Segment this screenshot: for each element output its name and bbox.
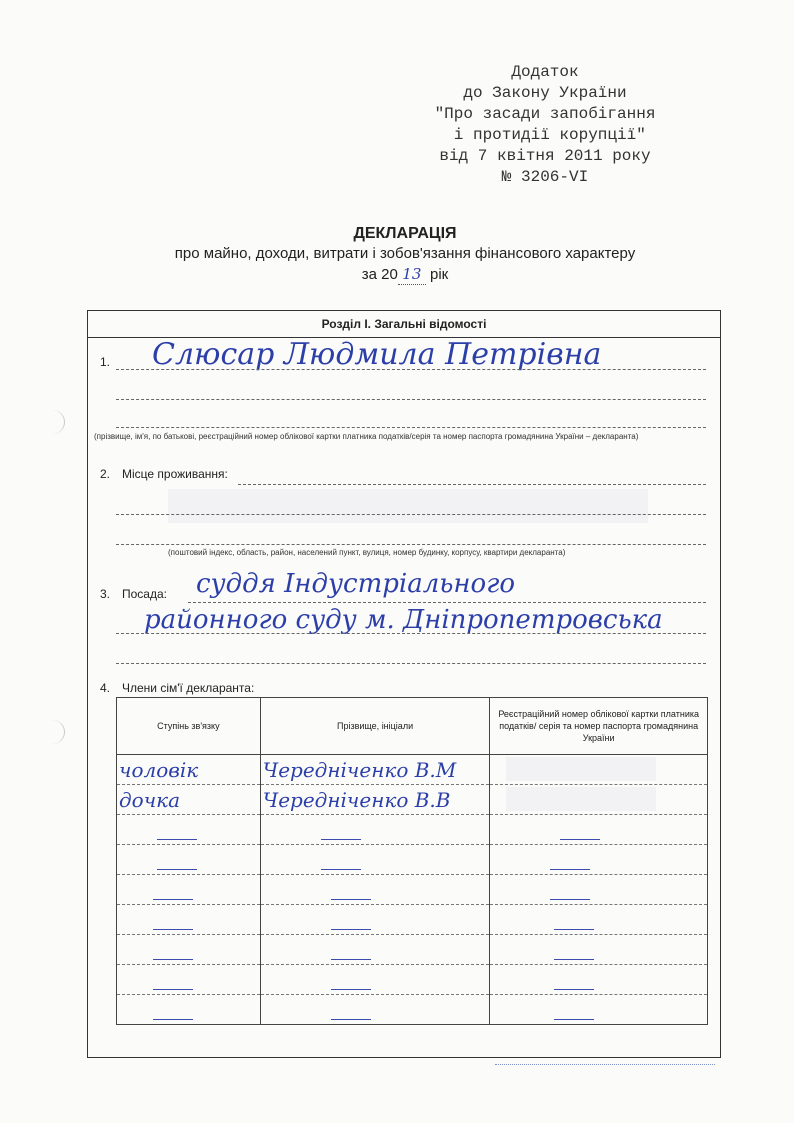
table-row [117, 755, 708, 785]
fill-line [116, 399, 706, 400]
empty-mark [153, 959, 193, 960]
empty-mark [157, 869, 197, 870]
table-row [117, 815, 708, 845]
member-name-handwritten: Чередніченко В.М [262, 758, 457, 782]
empty-mark [554, 1019, 594, 1020]
position-handwritten-line1: суддя Індустріального [196, 569, 515, 599]
table-row [117, 785, 708, 815]
column-header: Ступінь зв'язку [117, 698, 261, 755]
residence-label: Місце проживання: [122, 467, 228, 481]
table-header-row [117, 698, 708, 755]
empty-mark [321, 839, 361, 840]
table-row [117, 845, 708, 875]
item-number: 1. [100, 355, 111, 369]
empty-mark [331, 929, 371, 930]
redacted-area [506, 757, 656, 781]
punch-hole-mark [40, 720, 65, 744]
item2-caption: (поштовий індекс, область, район, населений пункт, вулиця, номер будинку, корпусу, квартири декларанта) [168, 548, 566, 557]
header-line: від 7 квітня 2011 року [439, 147, 651, 165]
item-number: 3. [100, 587, 111, 601]
faint-stamp [495, 1050, 715, 1065]
table-row [117, 965, 708, 995]
table-row [117, 875, 708, 905]
column-header: Реєстраційний номер облікової картки платника податків/ серія та номер паспорта громадянина України [490, 698, 708, 755]
relation-handwritten: чоловік [119, 758, 199, 782]
empty-mark [157, 839, 197, 840]
empty-mark [321, 869, 361, 870]
section-frame [87, 310, 721, 1058]
header-line: і протидії корупції" [444, 126, 646, 144]
empty-mark [331, 989, 371, 990]
declaration-subtitle: про майно, доходи, витрати і зобов'язання фінансового характеру [174, 245, 636, 262]
family-label: Члени сім'ї декларанта: [122, 681, 255, 695]
item-number: 2. [100, 467, 111, 481]
empty-mark [153, 989, 193, 990]
header-line: № 3206-VI [501, 168, 589, 186]
empty-mark [153, 1019, 193, 1020]
year-suffix: рік [430, 266, 449, 283]
empty-mark [153, 929, 193, 930]
law-appendix-header [380, 62, 710, 188]
empty-mark [550, 869, 590, 870]
fill-line [238, 484, 706, 485]
position-label: Посада: [122, 587, 167, 601]
empty-mark [331, 959, 371, 960]
year-prefix: за 20 [361, 266, 398, 283]
family-members-table [116, 697, 708, 1025]
empty-mark [331, 899, 371, 900]
declaration-title-block [100, 224, 710, 285]
fill-line [188, 602, 706, 603]
header-line: до Закону України [463, 84, 627, 102]
redacted-area [168, 489, 648, 523]
header-line: Додаток [511, 63, 579, 81]
empty-mark [560, 839, 600, 840]
declarant-name-handwritten: Слюсар Людмила Петрівна [152, 337, 602, 372]
year-handwritten: 13 [398, 264, 426, 285]
fill-line [116, 514, 706, 515]
table-row [117, 905, 708, 935]
member-name-handwritten: Чередніченко В.В [262, 788, 451, 812]
punch-hole-mark [40, 410, 65, 434]
empty-mark [554, 959, 594, 960]
fill-line [116, 544, 706, 545]
fill-line [116, 369, 706, 370]
declaration-title: ДЕКЛАРАЦІЯ [353, 225, 457, 242]
empty-mark [550, 899, 590, 900]
column-header: Прізвище, ініціали [260, 698, 490, 755]
header-line: "Про засади запобігання [434, 105, 656, 123]
empty-mark [331, 1019, 371, 1020]
table-row [117, 935, 708, 965]
item-number: 4. [100, 681, 111, 695]
relation-handwritten: дочка [119, 788, 181, 812]
fill-line [116, 633, 706, 634]
redacted-area [506, 787, 656, 811]
declaration-year [100, 264, 710, 285]
empty-mark [554, 989, 594, 990]
fill-line [116, 663, 706, 664]
fill-line [116, 427, 706, 428]
item1-caption: (прізвище, ім'я, по батькові, реєстраційний номер облікової картки платника податків/серія та номер паспорта громадянина України – декларанта) [94, 432, 639, 441]
empty-mark [153, 899, 193, 900]
position-handwritten-line2: районного суду м. Дніпропетровська [144, 605, 663, 635]
table-row [117, 995, 708, 1025]
empty-mark [554, 929, 594, 930]
section-title: Розділ І. Загальні відомості [88, 311, 720, 338]
